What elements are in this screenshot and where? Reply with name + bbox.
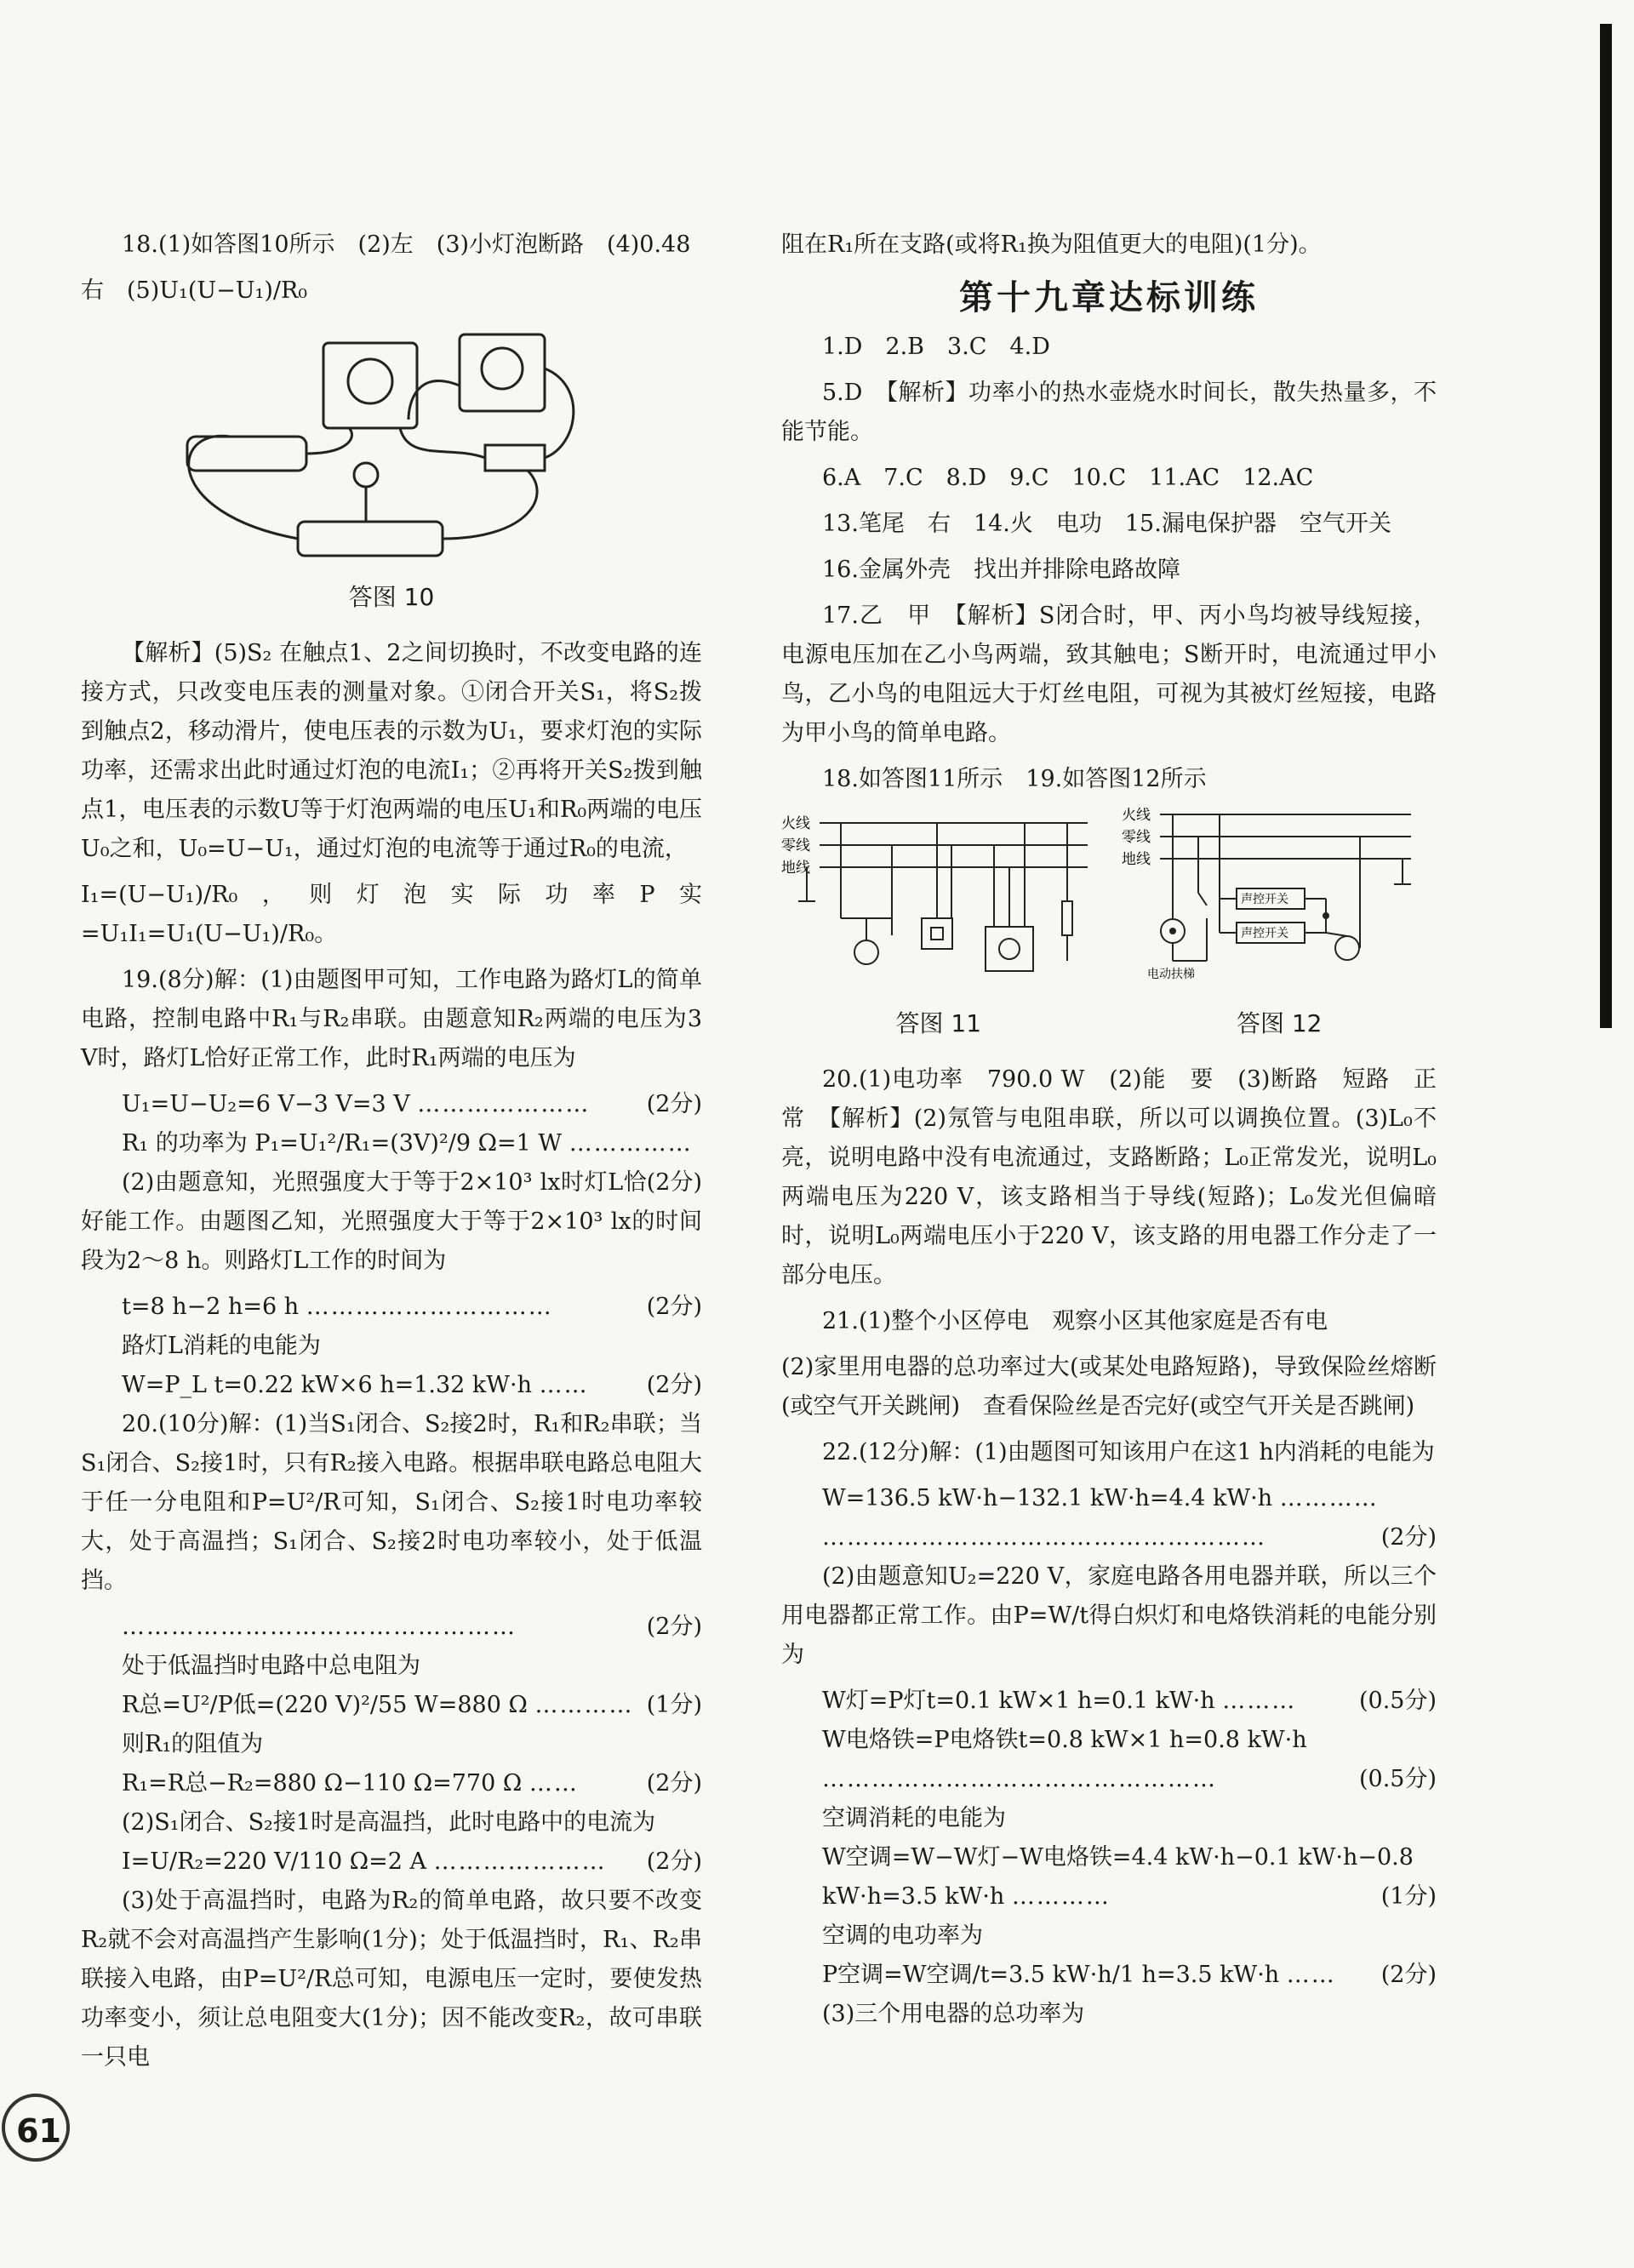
wiring-diagram-11	[781, 808, 1096, 986]
left-column	[81, 226, 702, 2084]
q19-eq4: W=P_L t=0.22 kW×6 h=1.32 kW·h …… (2分)	[122, 1372, 702, 1398]
page-number: 61	[2, 2094, 70, 2162]
answer-17: 17.乙 甲 【解析】S闭合时，甲、丙小鸟均被导线短接，电源电压加在乙小鸟两端，致其触电；S断开时，电流通过甲小鸟，乙小鸟的电阻远大于灯丝电阻，可视为其被灯丝短接，电路为甲小鸟的简单电路。	[781, 603, 1437, 746]
figure-11	[781, 808, 1096, 1060]
label-zero-line: 零线	[781, 837, 810, 854]
label-fire-line-12: 火线	[1122, 808, 1151, 824]
q20-text1: 处于低温挡时电路中总电阻为	[122, 1653, 420, 1679]
a22-text1: 空调消耗的电能为	[822, 1805, 1006, 1831]
q19-part2: (2)由题意知，光照强度大于等于2×10³ lx时灯L恰好能工作。由题图乙知，光照强度大于等于2×10³ lx的时间段为2～8 h。则路灯L工作的时间为	[81, 1169, 702, 1274]
a22-eq3: W电烙铁=P电烙铁t=0.8 kW×1 h=0.8 kW·h	[822, 1727, 1307, 1753]
q20-part3: (3)处于高温挡时，电路为R₂的简单电路，故只要不改变R₂就不会对高温挡产生影响(1分)；处于低温挡时，R₁、R₂串联接入电路，由P=U²/R总可知，电源电压一定时，要使发热功率变小，须让总电阻变大(1分)；因不能改变R₂，故可串联一只电	[81, 1888, 702, 2071]
a22-eq1: W=136.5 kW·h−132.1 kW·h=4.4 kW·h …………	[822, 1485, 1379, 1511]
answers-6-12: 6.A 7.C 8.D 9.C 10.C 11.AC 12.AC	[822, 465, 1314, 491]
label-zero-line-12: 零线	[1122, 829, 1151, 846]
q20-score1: ………………………………………… (2分)	[122, 1614, 702, 1640]
q19-text: 路灯L消耗的电能为	[122, 1333, 321, 1359]
figure-10-caption: 答图 10	[348, 583, 435, 611]
answers-18-19: 18.如答图11所示 19.如答图12所示	[822, 766, 1207, 792]
a22-eq2: W灯=P灯t=0.1 kW×1 h=0.1 kW·h ……… (0.5分)	[822, 1688, 1437, 1714]
a22-part2: (2)由题意知U₂=220 V，家庭电路各用电器并联，所以三个用电器都正常工作。由P=W/t得白炽灯和电烙铁消耗的电能分别为	[781, 1563, 1437, 1668]
a22-score1: ……………………………………………… (2分)	[822, 1524, 1437, 1551]
wiring-diagram-12	[1122, 808, 1437, 986]
a22-text2: 空调的电功率为	[822, 1922, 983, 1949]
q19-eq1: U₁=U−U₂=6 V−3 V=3 V ………………… (2分)	[122, 1091, 702, 1117]
figure-11-caption: 答图 11	[895, 1009, 982, 1037]
a22-eq4: W空调=W−W灯−W电烙铁=4.4 kW·h−0.1 kW·h−0.8 kW·h=3.5 kW·h ………… (1分)	[822, 1844, 1437, 1910]
q20-eq2: R₁=R总−R₂=880 Ω−110 Ω=770 Ω …… (2分)	[122, 1770, 702, 1797]
label-ground-line-12: 地线	[1122, 851, 1151, 868]
answers-1-4: 1.D 2.B 3.C 4.D	[822, 334, 1050, 360]
q19-eq3: t=8 h−2 h=6 h ………………………… (2分)	[122, 1294, 702, 1320]
a22-eq5: P空调=W空调/t=3.5 kW·h/1 h=3.5 kW·h …… (2分)	[822, 1962, 1437, 1988]
answer-5: 5.D 【解析】功率小的热水壶烧水时间长，散失热量多，不能节能。	[781, 380, 1437, 445]
q19-intro: 19.(8分)解：(1)由题图甲可知，工作电路为路灯L的简单电路，控制电路中R₁与R₂串联。由题意知R₂两端的电压为3 V时，路灯L恰好正常工作，此时R₁两端的电压为	[81, 967, 702, 1071]
q20-text2: 则R₁的阻值为	[122, 1731, 264, 1757]
answer-21b: (2)家里用电器的总功率过大(或某处电路短路)，导致保险丝熔断(或空气开关跳闸) 查看保险丝是否完好(或空气开关是否跳闸)	[781, 1354, 1437, 1420]
page-edge-bar	[1600, 24, 1612, 1028]
q18-analysis: 【解析】(5)S₂ 在触点1、2之间切换时，不改变电路的连接方式，只改变电压表的测量对象。①闭合开关S₁，将S₂拨到触点2，移动滑片，使电压表的示数为U₁，要求灯泡的实际功率，还需求出此时通过灯泡的电流I₁；②再将开关S₂拨到触点1，电压表的示数U等于灯泡两端的电压U₁和R₀两端的电压U₀之和，U₀=U−U₁，通过灯泡的电流等于通过R₀的电流，	[81, 640, 702, 862]
q20-continued: 阻在R₁所在支路(或将R₁换为阻值更大的电阻)(1分)。	[781, 231, 1322, 258]
label-ground-line: 地线	[781, 860, 810, 877]
right-column	[781, 226, 1437, 2041]
circuit-diagram-10	[153, 317, 630, 573]
answer-20: 20.(1)电功率 790.0 W (2)能 要 (3)断路 短路 正常 【解析】(2)氖管与电阻串联，所以可以调换位置。(3)L₀不亮，说明电路中没有电流通过，支路断路；L₀正常发光，说明L₀两端电压为220 V，该支路相当于导线(短路)；L₀发光但偏暗时，说明L₀两端电压小于220 V，该支路的用电器工作分走了一部分电压。	[781, 1066, 1437, 1288]
answer-21a: 21.(1)整个小区停电 观察小区其他家庭是否有电	[822, 1308, 1328, 1334]
label-fire-line: 火线	[781, 815, 810, 832]
q20-eq1: R总=U²/P低=(220 V)²/55 W=880 Ω ………… (1分)	[122, 1692, 702, 1718]
q18-line2: 右 (5)U₁(U−U₁)/R₀	[81, 277, 308, 304]
label-switch-a: 声控开关	[1241, 893, 1289, 906]
figure-12	[1122, 808, 1437, 1060]
q20-intro: 20.(10分)解：(1)当S₁闭合、S₂接2时，R₁和R₂串联；当S₁闭合、S₂接1时，只有R₂接入电路。根据串联电路总电阻大于任一分电阻和P=U²/R可知，S₁闭合、S₂接1时电功率较大，处于高温挡；S₁闭合、S₂接2时电功率较小，处于低温挡。	[81, 1411, 702, 1594]
a22-part3: (3)三个用电器的总功率为	[822, 2001, 1085, 2027]
label-switch-b: 声控开关	[1241, 927, 1289, 940]
q19-eq2: R₁ 的功率为 P₁=U₁²/R₁=(3V)²/9 Ω=1 W …………… (2分)	[122, 1130, 702, 1196]
answers-13-15: 13.笔尾 右 14.火 电功 15.漏电保护器 空气开关	[822, 511, 1391, 537]
figures-11-12	[781, 808, 1437, 1060]
answer-22: 22.(12分)解：(1)由题图可知该用户在这1 h内消耗的电能为	[822, 1439, 1435, 1465]
a22-score2: ………………………………………… (0.5分)	[822, 1766, 1437, 1792]
q18-line1: 18.(1)如答图10所示 (2)左 (3)小灯泡断路 (4)0.48	[122, 231, 691, 258]
chapter-title: 第十九章达标训练	[959, 278, 1259, 317]
figure-12-caption: 答图 12	[1236, 1009, 1323, 1037]
q20-eq3: I=U/R₂=220 V/110 Ω=2 A ………………… (2分)	[122, 1848, 702, 1875]
q20-text3: (2)S₁闭合、S₂接1时是高温挡，此时电路中的电流为	[122, 1809, 656, 1836]
answer-16: 16.金属外壳 找出并排除电路故障	[822, 557, 1180, 583]
label-motor: 电动扶梯	[1147, 968, 1196, 981]
q18-analysis-formula: I₁=(U−U₁)/R₀，则灯泡实际功率P实=U₁I₁=U₁(U−U₁)/R₀。	[81, 882, 702, 947]
